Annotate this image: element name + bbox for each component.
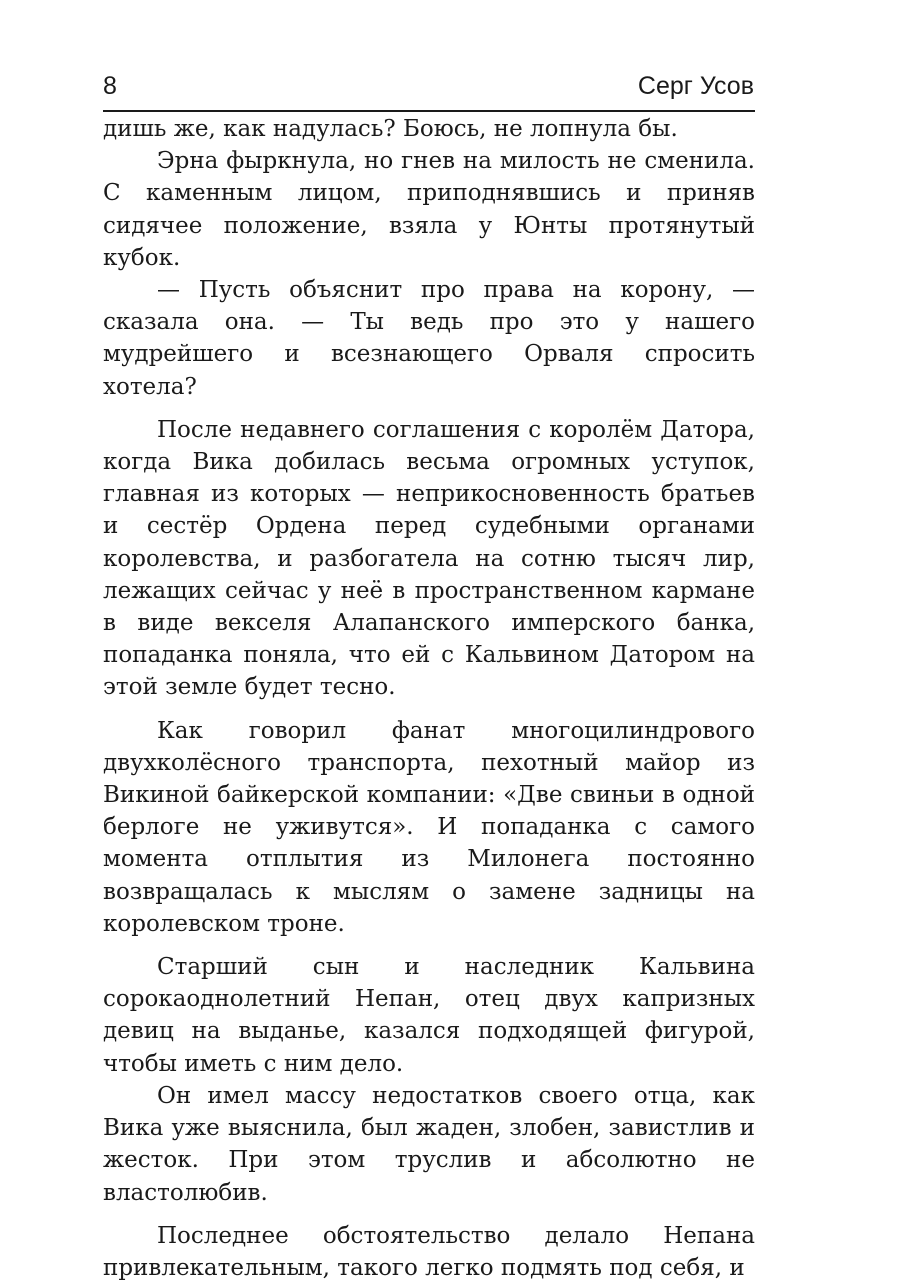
paragraph: Он имел массу недостатков своего отца, как Вика уже выяснила, был жаден, злобен, завистлив и жесток. При этом труслив и абсолютно не властолюбив. <box>103 1082 755 1206</box>
text-body <box>103 113 755 1284</box>
paragraph: Старший сын и наследник Кальвина сорокаоднолетний Непан, отец двух капризных девиц на выданье, казался подходящей фигурой, чтобы иметь с ним дело. <box>103 954 755 1077</box>
paragraph: Эрна фыркнула, но гнев на милость не сменила. С каменным лицом, приподнявшись и приняв сидячее положение, взяла у Юнты протянутый кубок. <box>103 148 755 271</box>
paragraph: дишь же, как надулась? Боюсь, не лопнула бы. <box>103 116 678 142</box>
paragraph: После недавнего соглашения с королём Датора, когда Вика добилась весьма огромных уступок, главная из которых — неприкосновенность братьев и сестёр Ордена перед судебными органами королевства, и разбогатела на сотню тысяч лир, лежащих сейчас у неё в пространственном кармане в виде векселя Алапанского имперского банка, попаданка поняла, что ей с Кальвином Датором на этой земле будет тесно. <box>103 416 755 701</box>
page-number: 8 <box>103 72 117 100</box>
paragraph: Как говорил фанат многоцилиндрового двухколёсного транспорта, пехотный майор из Викиной байкерской компании: «Две свиньи в одной берлоге не уживутся». И попаданка с самого момента отплытия из Милонега постоянно возвращалась к мыслям о замене задницы на королевском троне. <box>103 717 755 937</box>
header-rule <box>103 110 755 112</box>
paragraph: Последнее обстоятельство делало Непана привлекательным, такого легко подмять под себя, и <box>103 1222 755 1281</box>
paragraph: — Пусть объяснит про права на корону, — сказала она. — Ты ведь про это у нашего мудрейшего и всезнающего Орваля спросить хотела? <box>103 277 755 400</box>
running-title: Серг Усов <box>637 72 754 100</box>
